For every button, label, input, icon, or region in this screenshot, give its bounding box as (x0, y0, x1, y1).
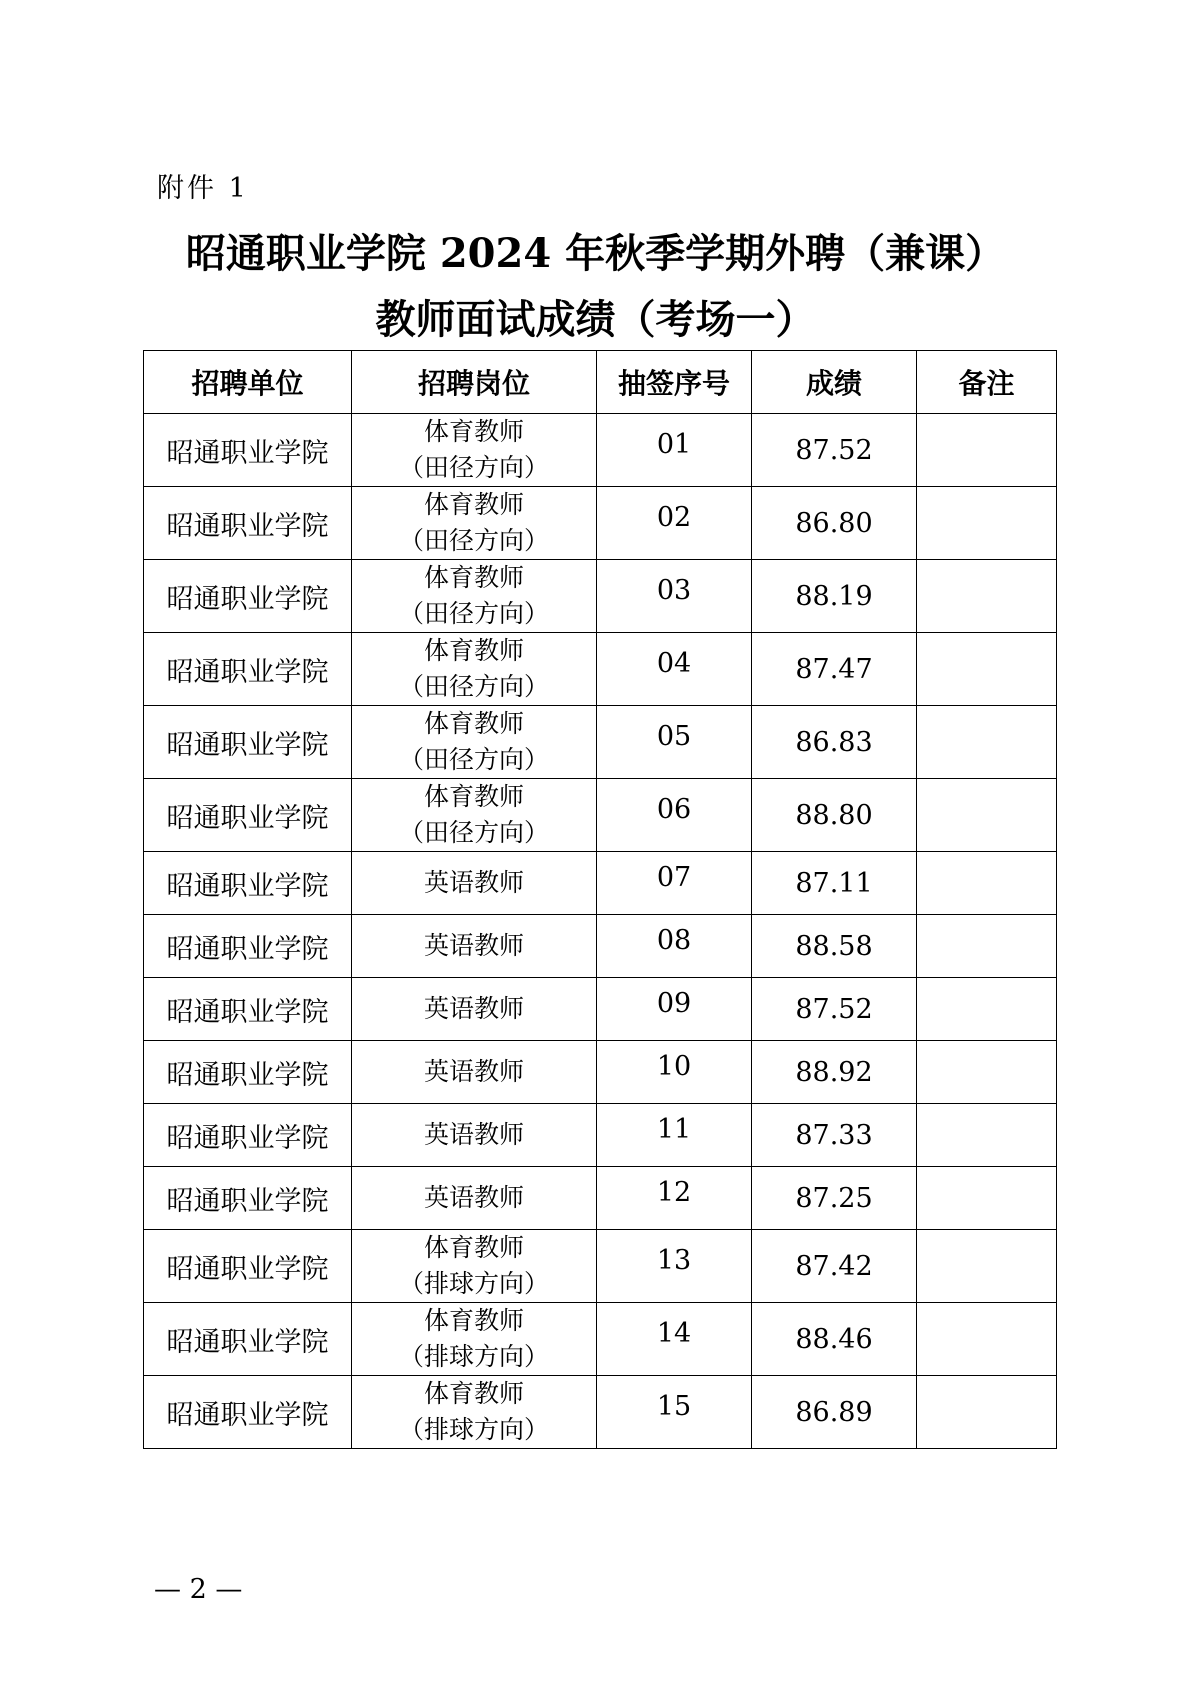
cell-seq (597, 779, 752, 852)
position-line: 体育教师 (423, 636, 524, 665)
cell-unit: 昭通职业学院 (144, 978, 352, 1041)
cell-score: 87.47 (752, 633, 917, 706)
seq-value: 11 (656, 1113, 692, 1145)
seq-value: 06 (656, 793, 692, 825)
document-title-line2: 教师面试成绩（考场一） (375, 296, 816, 343)
seq-value: 08 (656, 924, 692, 956)
seq-value: 14 (656, 1317, 692, 1349)
cell-score: 88.80 (752, 779, 917, 852)
position-line: （田径方向） (398, 599, 549, 628)
cell-position (352, 1041, 597, 1104)
seq-value: 01 (656, 428, 692, 460)
table-row (144, 560, 1057, 633)
table-row (144, 915, 1057, 978)
position-line: 英语教师 (423, 1120, 524, 1149)
cell-position (352, 779, 597, 852)
cell-note (917, 1303, 1057, 1376)
cell-score: 86.83 (752, 706, 917, 779)
cell-seq (597, 1303, 752, 1376)
cell-seq (597, 1104, 752, 1167)
cell-score: 86.89 (752, 1376, 917, 1449)
cell-seq (597, 978, 752, 1041)
cell-position (352, 414, 597, 487)
cell-note (917, 633, 1057, 706)
seq-value: 03 (656, 574, 692, 606)
cell-position (352, 1167, 597, 1230)
cell-seq (597, 1167, 752, 1230)
attachment-label: 附件 1 (157, 173, 249, 204)
cell-unit: 昭通职业学院 (144, 1376, 352, 1449)
cell-unit: 昭通职业学院 (144, 915, 352, 978)
cell-unit: 昭通职业学院 (144, 779, 352, 852)
cell-note (917, 852, 1057, 915)
seq-value: 12 (656, 1176, 692, 1208)
page-number: — 2 — (154, 1574, 243, 1605)
cell-note (917, 1230, 1057, 1303)
position-line: （田径方向） (398, 453, 549, 482)
seq-value: 04 (656, 647, 692, 679)
position-line: （田径方向） (398, 745, 549, 774)
cell-unit: 昭通职业学院 (144, 1104, 352, 1167)
cell-note (917, 779, 1057, 852)
cell-position (352, 1303, 597, 1376)
cell-score: 88.58 (752, 915, 917, 978)
cell-seq (597, 487, 752, 560)
cell-seq (597, 1230, 752, 1303)
table-row (144, 1104, 1057, 1167)
cell-score: 86.80 (752, 487, 917, 560)
cell-position (352, 1104, 597, 1167)
header-note: 备注 (917, 351, 1057, 414)
table-header-row (144, 351, 1057, 414)
cell-position (352, 1230, 597, 1303)
position-line: （田径方向） (398, 526, 549, 555)
table-row (144, 633, 1057, 706)
cell-note (917, 487, 1057, 560)
cell-position (352, 560, 597, 633)
position-line: 英语教师 (423, 931, 524, 960)
cell-note (917, 1376, 1057, 1449)
table-row (144, 1303, 1057, 1376)
cell-seq (597, 706, 752, 779)
cell-note (917, 1167, 1057, 1230)
seq-value: 13 (656, 1244, 692, 1276)
cell-note (917, 915, 1057, 978)
cell-unit: 昭通职业学院 (144, 414, 352, 487)
table-row (144, 978, 1057, 1041)
table-row (144, 1376, 1057, 1449)
cell-seq (597, 560, 752, 633)
cell-position (352, 1376, 597, 1449)
cell-position (352, 706, 597, 779)
cell-score: 87.42 (752, 1230, 917, 1303)
seq-value: 09 (656, 987, 692, 1019)
cell-position (352, 487, 597, 560)
seq-value: 15 (656, 1390, 692, 1422)
position-line: （排球方向） (398, 1342, 549, 1371)
cell-unit: 昭通职业学院 (144, 487, 352, 560)
position-line: （排球方向） (398, 1269, 549, 1298)
cell-note (917, 1104, 1057, 1167)
table-row (144, 1167, 1057, 1230)
cell-position (352, 915, 597, 978)
cell-seq (597, 633, 752, 706)
cell-score: 88.92 (752, 1041, 917, 1104)
cell-unit: 昭通职业学院 (144, 1167, 352, 1230)
position-line: 体育教师 (423, 709, 524, 738)
cell-seq (597, 915, 752, 978)
cell-position (352, 633, 597, 706)
seq-value: 05 (656, 720, 692, 752)
cell-score: 87.33 (752, 1104, 917, 1167)
position-line: （排球方向） (398, 1415, 549, 1444)
position-line: 体育教师 (423, 1233, 524, 1262)
cell-note (917, 706, 1057, 779)
table-row (144, 706, 1057, 779)
cell-score: 88.19 (752, 560, 917, 633)
position-line: 英语教师 (423, 994, 524, 1023)
table-body (144, 414, 1057, 1449)
cell-unit: 昭通职业学院 (144, 852, 352, 915)
cell-note (917, 978, 1057, 1041)
cell-seq (597, 1041, 752, 1104)
seq-value: 02 (656, 501, 692, 533)
table-row (144, 487, 1057, 560)
cell-unit: 昭通职业学院 (144, 560, 352, 633)
position-line: （田径方向） (398, 818, 549, 847)
position-line: 体育教师 (423, 490, 524, 519)
table-row (144, 1041, 1057, 1104)
cell-position (352, 978, 597, 1041)
cell-score: 87.52 (752, 978, 917, 1041)
header-position: 招聘岗位 (352, 351, 597, 414)
cell-unit: 昭通职业学院 (144, 706, 352, 779)
position-line: （田径方向） (398, 672, 549, 701)
cell-unit: 昭通职业学院 (144, 1230, 352, 1303)
cell-unit: 昭通职业学院 (144, 633, 352, 706)
cell-note (917, 1041, 1057, 1104)
table-row (144, 414, 1057, 487)
cell-seq (597, 852, 752, 915)
position-line: 体育教师 (423, 1306, 524, 1335)
cell-unit: 昭通职业学院 (144, 1041, 352, 1104)
cell-score: 88.46 (752, 1303, 917, 1376)
document-title-line1: 昭通职业学院 2024 年秋季学期外聘（兼课） (185, 230, 1006, 277)
position-line: 英语教师 (423, 868, 524, 897)
cell-score: 87.52 (752, 414, 917, 487)
header-score: 成绩 (752, 351, 917, 414)
position-line: 体育教师 (423, 417, 524, 446)
scores-table (143, 350, 1057, 1449)
position-line: 体育教师 (423, 782, 524, 811)
table-row (144, 1230, 1057, 1303)
header-unit: 招聘单位 (144, 351, 352, 414)
table-row (144, 779, 1057, 852)
position-line: 体育教师 (423, 1379, 524, 1408)
cell-note (917, 414, 1057, 487)
seq-value: 07 (656, 861, 692, 893)
cell-unit: 昭通职业学院 (144, 1303, 352, 1376)
header-seq: 抽签序号 (597, 351, 752, 414)
position-line: 体育教师 (423, 563, 524, 592)
cell-score: 87.11 (752, 852, 917, 915)
cell-note (917, 560, 1057, 633)
position-line: 英语教师 (423, 1057, 524, 1086)
table-row (144, 852, 1057, 915)
position-line: 英语教师 (423, 1183, 524, 1212)
cell-position (352, 852, 597, 915)
cell-seq (597, 414, 752, 487)
cell-seq (597, 1376, 752, 1449)
cell-score: 87.25 (752, 1167, 917, 1230)
seq-value: 10 (656, 1050, 692, 1082)
